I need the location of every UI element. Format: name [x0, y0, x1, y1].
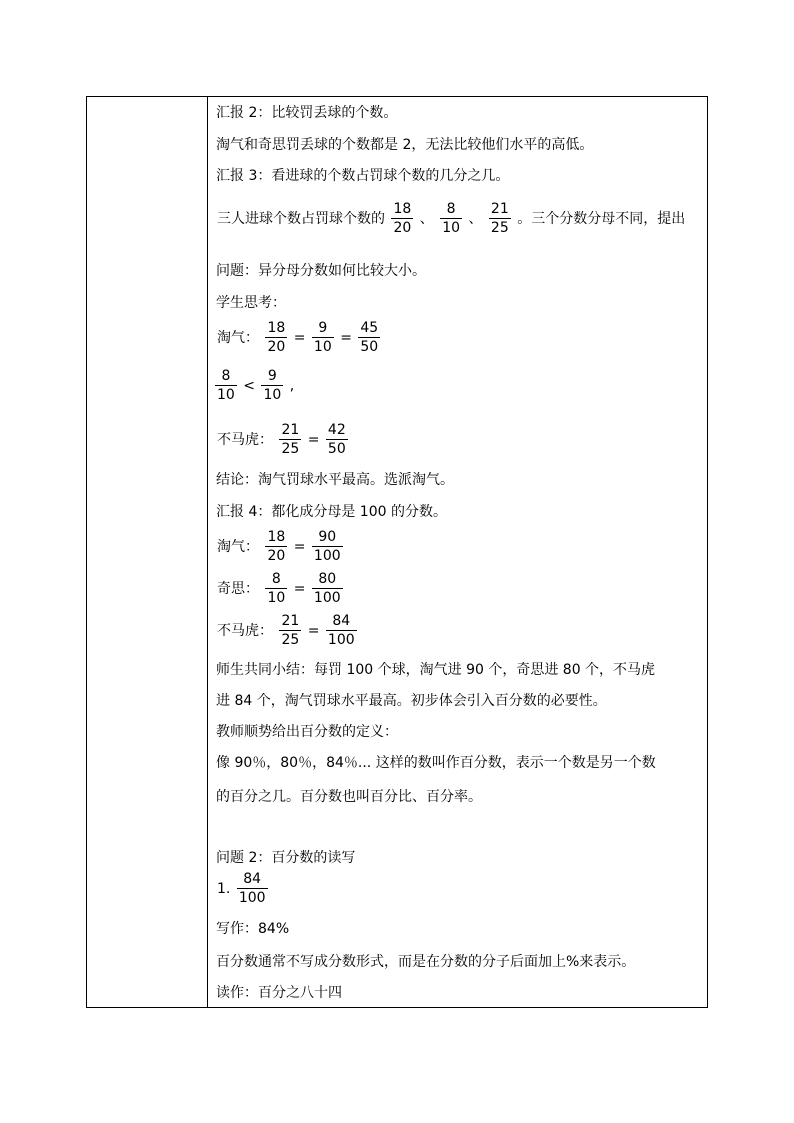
- definition-line-2: 的百分之几。百分数也叫百分比、百分率。: [216, 789, 482, 805]
- report4-row-qisi: 奇思： $\frac{8}{10}$ = $\frac{80}{100}$: [217, 571, 341, 606]
- summary-line-1: 师生共同小结：每罚 100 个球，淘气进 90 个，奇思进 80 个，不马虎: [216, 662, 656, 678]
- fraction: $\frac{9}{10}$: [313, 320, 332, 355]
- fraction: $\frac{8}{10}$: [442, 201, 461, 236]
- bumahu-equation: 不马虎： $\frac{21}{25}$ = $\frac{42}{50}$: [217, 422, 346, 457]
- column-divider: [207, 97, 208, 1007]
- question2-title: 问题 2：百分数的读写: [216, 850, 356, 866]
- report2-title: 汇报 2：比较罚丢球的个数。: [216, 105, 398, 121]
- fraction: $\frac{42}{50}$: [327, 422, 346, 457]
- summary-line-2: 进 84 个，淘气罚球水平最高。初步体会引入百分数的必要性。: [216, 693, 607, 709]
- fraction: $\frac{84}{100}$: [327, 613, 355, 648]
- fraction: $\frac{18}{20}$: [267, 320, 286, 355]
- fraction: $\frac{18}{20}$: [267, 529, 286, 564]
- question2-item: 1. $\frac{84}{100}$: [217, 871, 266, 906]
- fraction: $\frac{21}{25}$: [281, 613, 300, 648]
- thinking-line: 学生思考：: [216, 295, 286, 311]
- intro-text: 三人进球个数占罚球个数的: [217, 210, 385, 227]
- fraction: $\frac{21}{25}$: [281, 422, 300, 457]
- fraction: $\frac{18}{20}$: [393, 201, 412, 236]
- comparison-line: $\frac{8}{10}$ < $\frac{9}{10}$ ,: [217, 368, 295, 403]
- fraction: $\frac{21}{25}$: [490, 201, 509, 236]
- report2-line: 淘气和奇思罚丢球的个数都是 2，无法比较他们水平的高低。: [216, 137, 594, 153]
- fraction: $\frac{8}{10}$: [217, 368, 235, 403]
- definition-line-1: 像 90％，80％，84％... 这样的数叫作百分数，表示一个数是另一个数: [216, 755, 656, 771]
- fraction: $\frac{8}{10}$: [267, 571, 286, 606]
- tail-text: 。三个分数分母不同，提出: [517, 210, 686, 227]
- report4-row-taoqi: 淘气： $\frac{18}{20}$ = $\frac{90}{100}$: [217, 529, 341, 564]
- fraction: $\frac{80}{100}$: [313, 571, 341, 606]
- note-line: 百分数通常不写成分数形式，而是在分数的分子后面加上%来表示。: [216, 954, 636, 970]
- report4-title: 汇报 4：都化成分母是 100 的分数。: [216, 504, 447, 520]
- definition-intro: 教师顺势给出百分数的定义：: [216, 724, 398, 740]
- write-line: 写作：84%: [216, 921, 290, 937]
- conclusion-line: 结论：淘气罚球水平最高。选派淘气。: [216, 472, 454, 488]
- report3-title: 汇报 3：看进球的个数占罚球个数的几分之几。: [216, 168, 510, 184]
- separator: 、: [468, 210, 483, 227]
- fraction: $\frac{84}{100}$: [238, 871, 266, 906]
- separator: 、: [419, 210, 434, 227]
- lesson-table: [86, 96, 708, 1008]
- fraction: $\frac{45}{50}$: [360, 320, 379, 355]
- question-line: 问题：异分母分数如何比较大小。: [216, 263, 426, 279]
- fraction: $\frac{9}{10}$: [263, 368, 282, 403]
- read-line: 读作：百分之八十四: [216, 985, 342, 1001]
- fraction: $\frac{90}{100}$: [313, 529, 341, 564]
- taoqi-equation: 淘气： $\frac{18}{20}$ = $\frac{9}{10}$ = $\frac{45}{50}$: [217, 320, 379, 355]
- report3-intro-line: [216, 200, 686, 237]
- report4-row-bumahu: 不马虎： $\frac{21}{25}$ = $\frac{84}{100}$: [217, 613, 355, 648]
